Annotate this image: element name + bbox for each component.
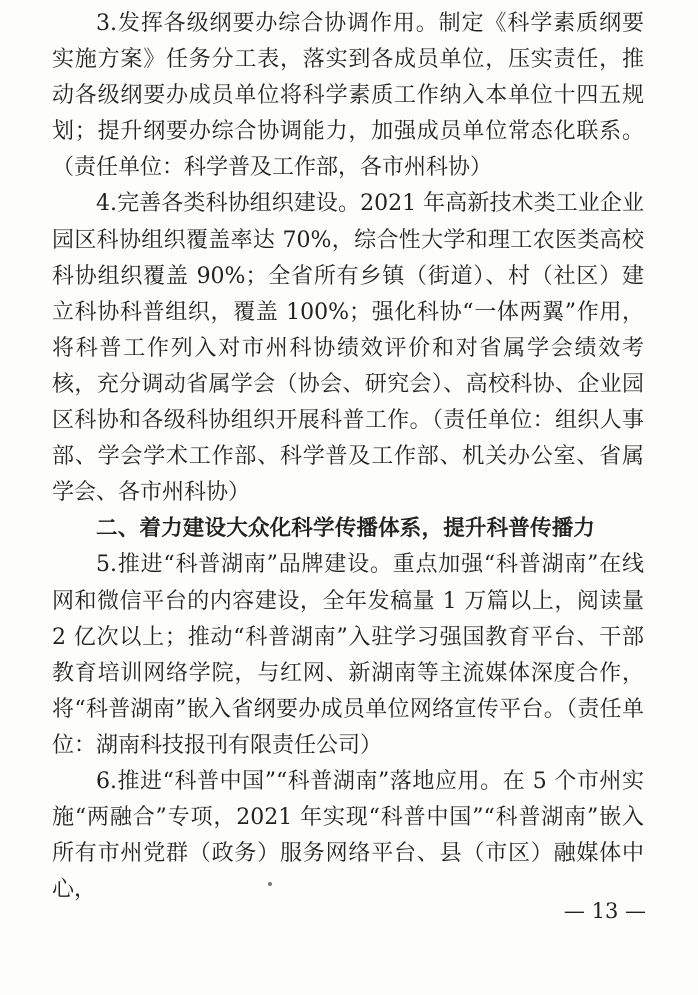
paragraph-3: 3.发挥各级纲要办综合协调作用。制定《科学素质纲要实施方案》任务分工表，落实到各成员单位，压实责任，推动各级纲要办成员单位将科学素质工作纳入本单位十四五规划；提升纲要办综合协调能力，加强成员单位常态化联系。（责任单位：科学普及工作部，各市州科协） [52, 11, 644, 181]
section-heading: 二、着力建设大众化科学传播体系，提升科普传播力 [96, 516, 596, 542]
document-body [52, 6, 644, 908]
paragraph-6: 6.推进“科普中国”“科普湖南”落地应用。在 5 个市州实施“两融合”专项，2021 年实现“科普中国”“科普湖南”嵌入所有市州党群（政务）服务网络平台、县（市区）融媒体中心， [52, 768, 644, 903]
paragraph-4: 4.完善各类科协组织建设。2021 年高新技术类工业企业园区科协组织覆盖率达 70%，综合性大学和理工农医类高校科协组织覆盖 90%；全省所有乡镇（街道）、村（社区）建立科协科普组织，覆盖 100%；强化科协“一体两翼”作用，将科普工作列入对市州科协绩效评价和对省属学会绩效考核，充分调动省属学会（协会、研究会）、高校科协、企业园区科协和各级科协组织开展科普工作。（责任单位：组织人事部、学会学术工作部、科学普及工作部、机关办公室、省属学会、各市州科协） [52, 191, 644, 506]
page-number: — 13 — [563, 899, 646, 923]
paragraph-5: 5.推进“科普湖南”品牌建设。重点加强“科普湖南”在线网和微信平台的内容建设，全年发稿量 1 万篇以上，阅读量 2 亿次以上；推动“科普湖南”入驻学习强国教育平台、干部教育培训网络学院，与红网、新湖南等主流媒体深度合作，将“科普湖南”嵌入省纲要办成员单位网络宣传平台。（责任单位：湖南科技报刊有限责任公司） [52, 552, 644, 758]
scan-dot [268, 882, 272, 886]
